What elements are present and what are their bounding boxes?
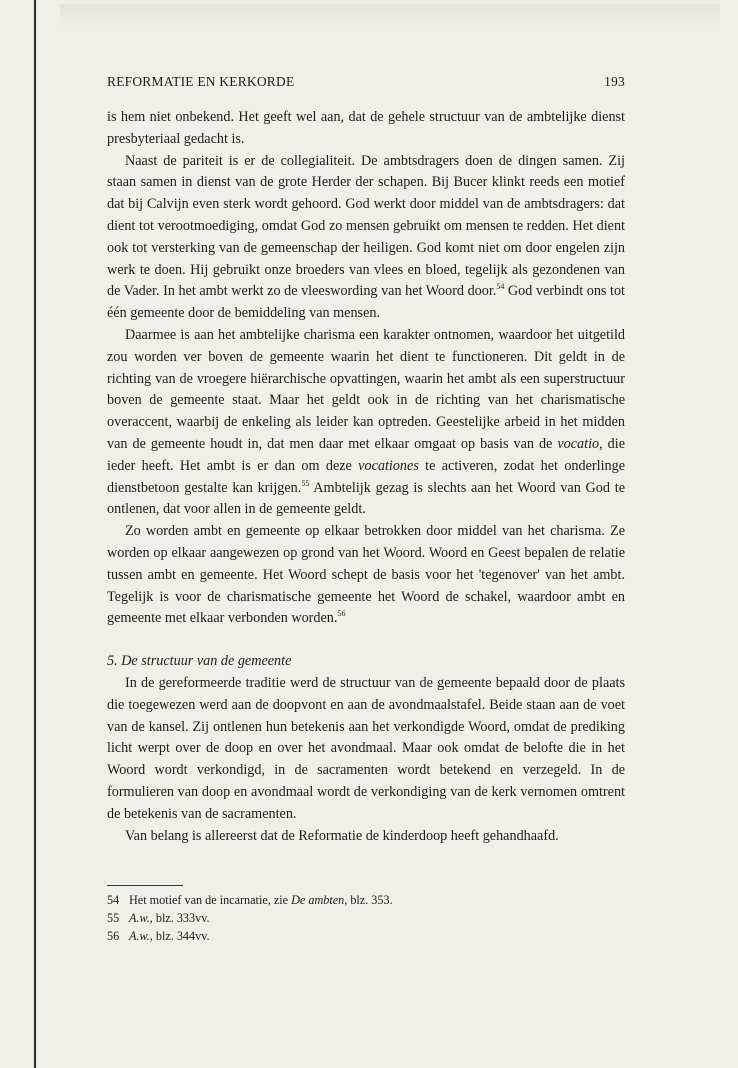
footnote — [107, 927, 625, 945]
paragraph — [107, 521, 625, 630]
footnote — [107, 909, 625, 927]
body-text — [107, 107, 625, 847]
footnote-number: 55 — [107, 911, 120, 925]
italic-term: A.w. — [129, 911, 150, 925]
scan-binding-edge — [34, 0, 36, 1068]
paragraph — [107, 325, 625, 521]
text-run: , blz. 353. — [344, 893, 393, 907]
text-run: 5. De structuur van de gemeente — [107, 653, 292, 670]
text-run: , die ieder heeft. Het ambt is er dan om deze — [107, 435, 625, 474]
footnote-ref: 56 — [337, 609, 346, 619]
footnote-rule — [107, 885, 183, 886]
text-run: In de gereformeerde traditie werd de structuur van de gemeente bepaald door de plaats die toegewezen werd aan de doopvont en aan de avondmaalstafel. Beide staan aan de voet van de kansel. Zij ontlenen hun betekenis aan het verkondigde Woord, omdat de prediking licht werpt over de doop en over het avondmaal. Maar ook omdat de belofte die in het Woord wordt verkondigd, in de sacramenten wordt betekend en verzegeld. In de formulieren van doop en avondmaal wordt de verkondiging van de kerk vernomen omtrent de betekenis van de sacramenten. — [107, 674, 625, 822]
footnote — [107, 891, 625, 909]
paragraph — [107, 826, 625, 848]
running-title: REFORMATIE EN KERKORDE — [107, 74, 295, 89]
italic-term: De ambten — [291, 893, 345, 907]
text-run: Van belang is allereerst dat de Reformatie de kinderdoop heeft gehandhaafd. — [125, 827, 559, 844]
section-heading — [107, 651, 625, 673]
bleed-through-shadow — [60, 4, 720, 26]
footnote-ref: 55 — [301, 478, 310, 488]
paragraph — [107, 673, 625, 826]
text-run: Daarmee is aan het ambtelijke charisma een karakter ontnomen, waardoor het uitgetild zou worden ver boven de gemeente waarin het dient te functioneren. Dit geldt in de richting van de vroegere hiërarchische opvattingen, waarin het ambt als een superstructuur boven de gemeente staat. Maar het geldt ook in de richting van het charismatische overaccent, waarbij de enkeling als leider kan optreden. Geestelijke arbeid in het midden van de gemeente houdt in, dat men daar met elkaar omgaat op basis van de — [107, 326, 625, 452]
paragraph — [107, 107, 625, 151]
text-run: is hem niet onbekend. Het geeft wel aan, dat de gehele structuur van de ambtelijke dienst presbyteriaal gedacht is. — [107, 109, 625, 147]
page-number: 193 — [604, 74, 625, 89]
footnotes — [107, 891, 625, 945]
footnote-number: 56 — [107, 929, 120, 943]
footnote-ref: 54 — [496, 282, 505, 292]
paragraph — [107, 151, 625, 325]
text-run: te activeren, zodat het onderlinge dienstbetoon gestalte kan krijgen. — [107, 457, 625, 496]
text-run: Zo worden ambt en gemeente op elkaar betrokken door middel van het charisma. Ze worden op elkaar aangewezen op grond van het Woord. Woord en Geest bepalen de relatie tussen ambt en gemeente. Het Woord schept de basis voor het 'tegenover' van het ambt. Tegelijk is voor de charismatische gemeente het Woord de schakel, waardoor ambt en gemeente met elkaar verbonden worden. — [107, 523, 625, 627]
italic-term: vocationes — [358, 457, 419, 474]
text-run: Ambtelijk gezag is slechts aan het Woord van God te ontlenen, dat voor allen in de gemeente geldt. — [107, 479, 625, 518]
text-run: God verbindt ons tot één gemeente door de bemiddeling van mensen. — [107, 283, 625, 322]
text-run: , blz. 333vv. — [149, 911, 210, 925]
text-run: Het motief van de incarnatie, zie — [129, 893, 292, 907]
italic-term: A.w. — [129, 929, 150, 943]
text-run: , blz. 344vv. — [149, 929, 210, 943]
text-run: Naast de pariteit is er de collegialiteit. De ambtsdragers doen de dingen samen. Zij staan samen in dienst van de grote Herder der schapen. Bij Bucer klinkt reeds een motief dat bij Calvijn even sterk wordt gehoord. God werkt door middel van de ambtsdragers: dat dient tot verootmoediging, omdat God zo mensen gebruikt om mensen te redden. Het dient ook tot versterking van de gemeenschap der heiligen. God komt niet om door engelen zijn werk te doen. Hij gebruikt onze broeders van vlees en bloed, tegelijk als gezondenen van de Vader. In het ambt werkt zo de vleeswording van het Woord door. — [107, 152, 625, 300]
footnote-number: 54 — [107, 893, 120, 907]
italic-term: vocatio — [557, 435, 600, 452]
